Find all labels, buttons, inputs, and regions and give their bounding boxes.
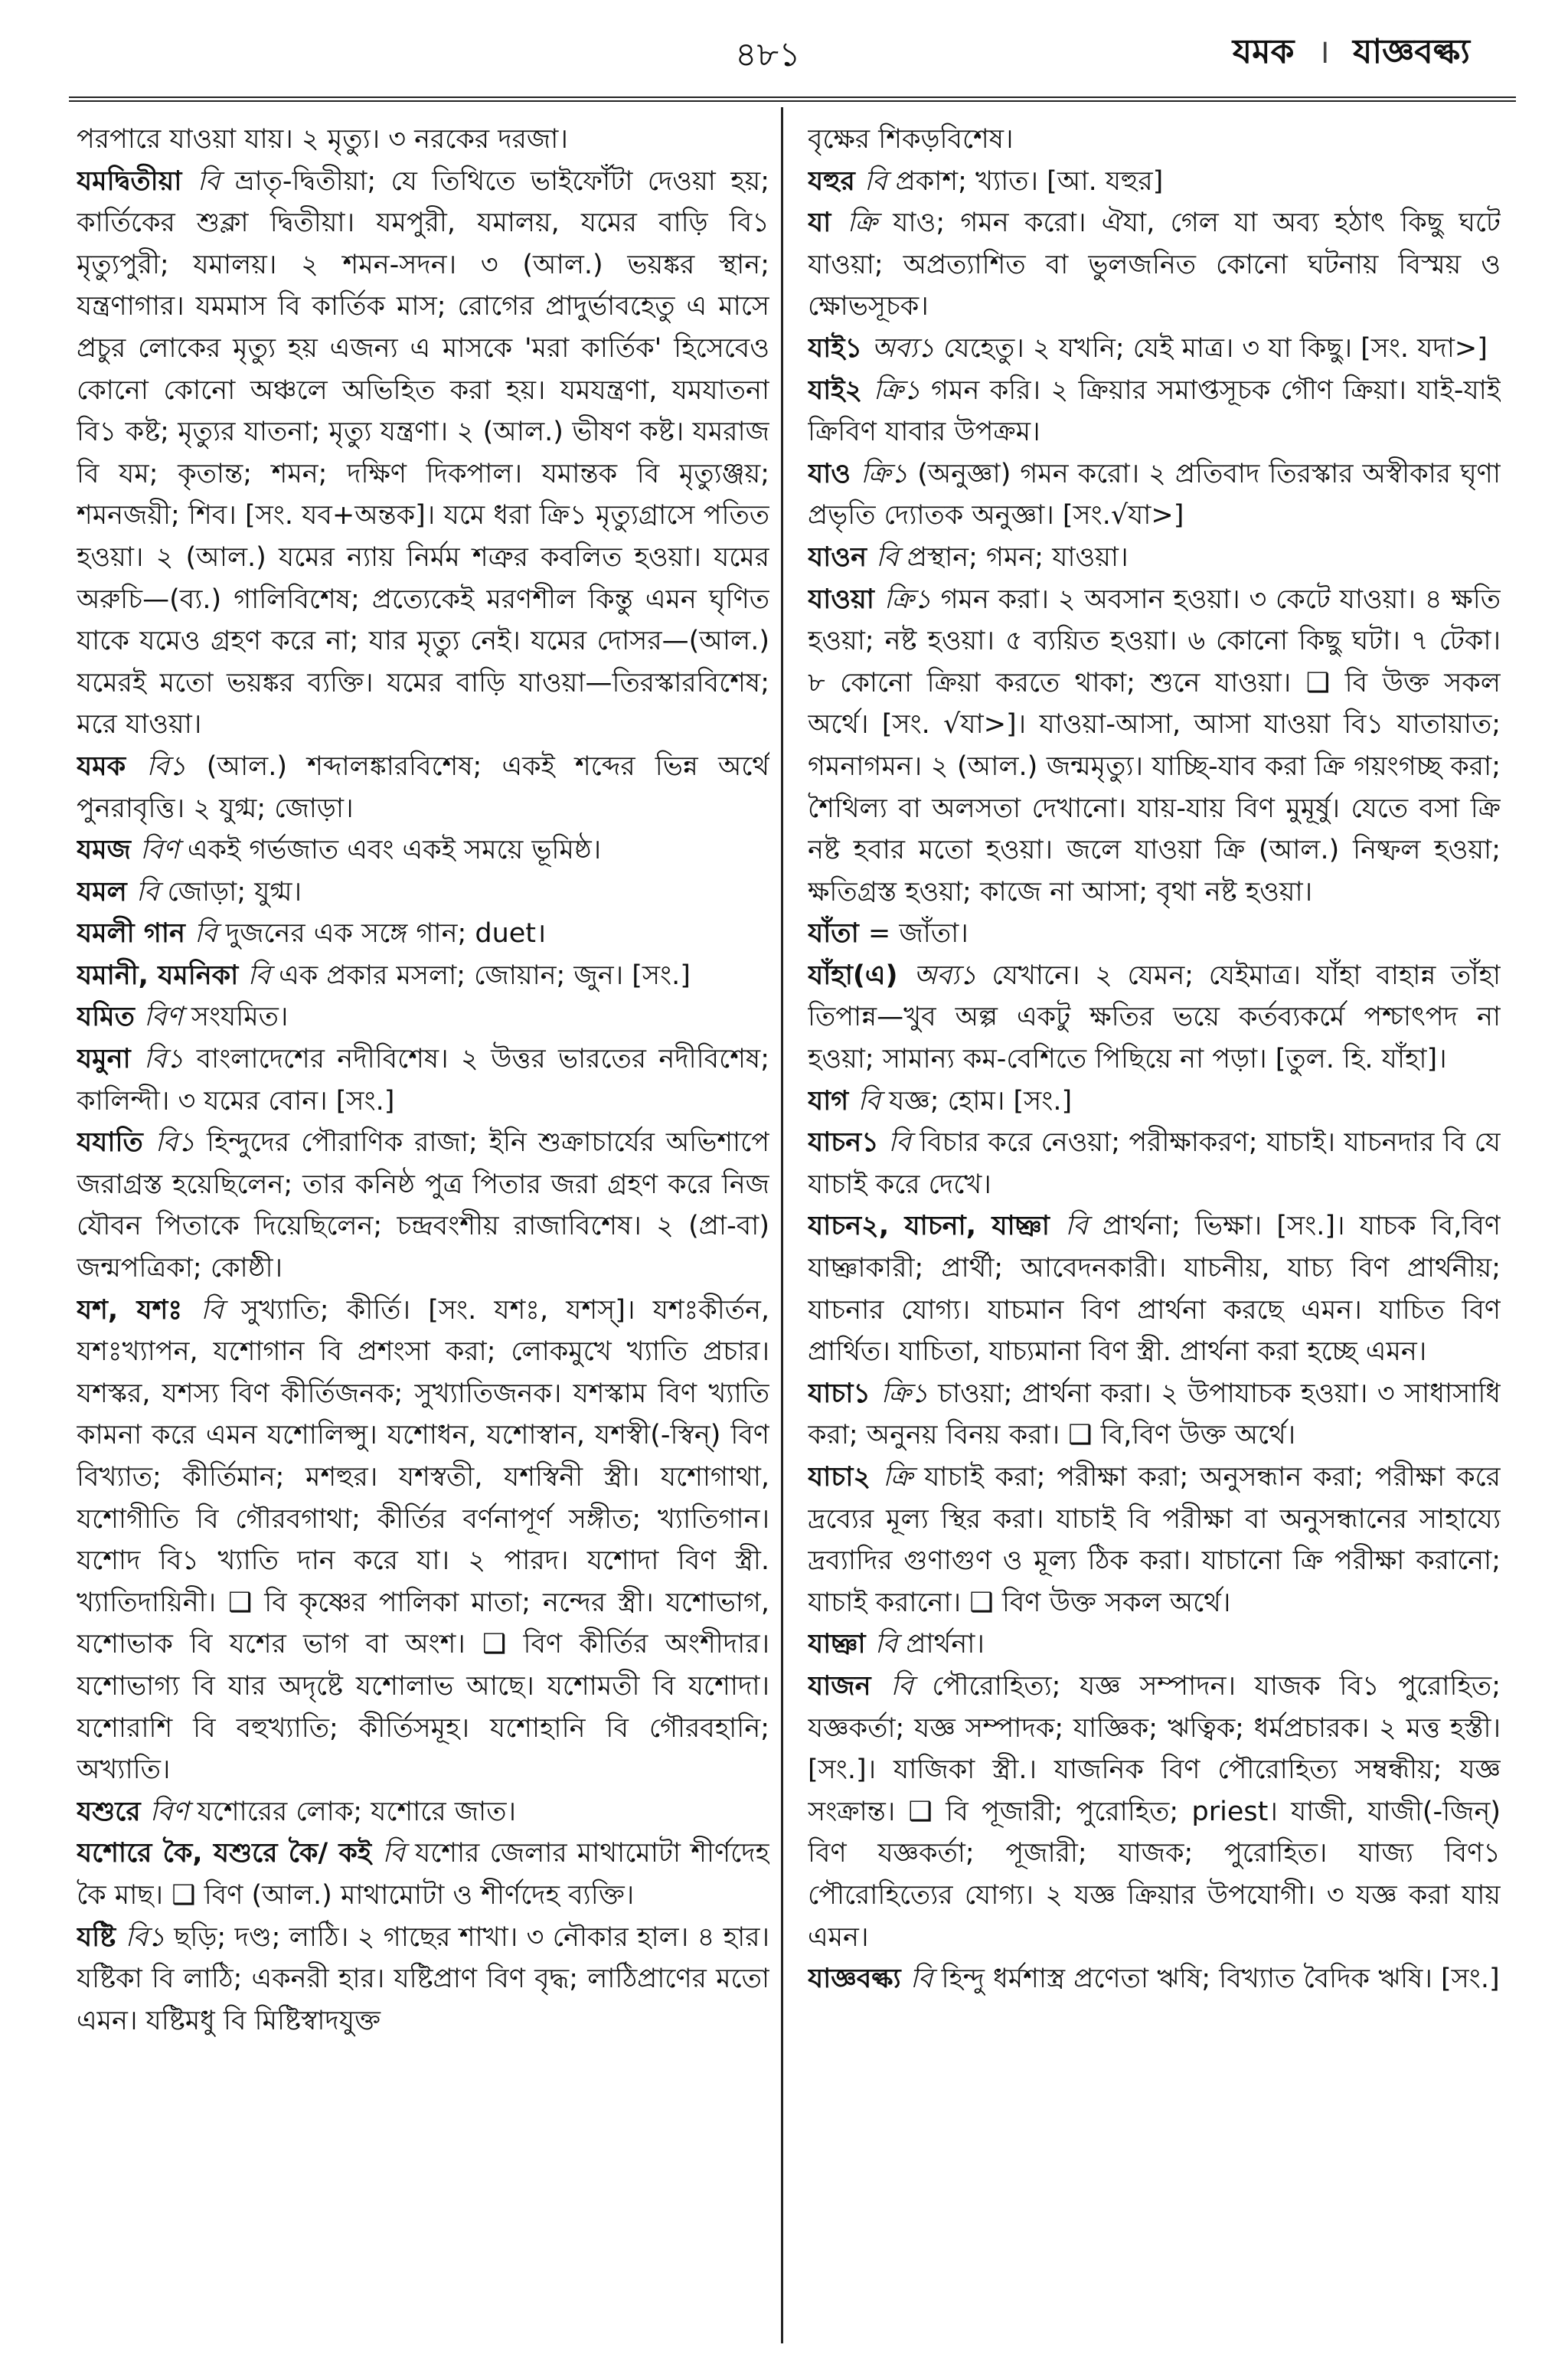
- entry-grammar: বিণ: [149, 1796, 189, 1827]
- dictionary-entry: [77, 913, 769, 955]
- entry-headword: যমদ্বিতীয়া: [77, 165, 182, 197]
- dictionary-entry: [77, 871, 769, 914]
- entry-headword: যাচা১: [808, 1378, 871, 1409]
- entry-grammar: ক্রি: [883, 1462, 913, 1493]
- entry-headword: যহুর: [808, 165, 855, 197]
- entry-headword: যমজ: [77, 835, 131, 866]
- dictionary-entry: [808, 913, 1501, 955]
- entry-grammar: ক্রি১: [873, 374, 921, 406]
- entry-definition: যেহেতু। ২ যখনি; যেই মাত্র। ৩ যা কিছু। [সং. যদা>]: [943, 332, 1488, 364]
- entry-headword: যশ, যশঃ: [77, 1294, 182, 1326]
- dictionary-entry: [77, 161, 769, 746]
- entry-definition: যেখানে। ২ যেমন; যেইমাত্র। যাঁহা বাহান্ন তাঁহা তিপান্ন—খুব অল্প একটু ক্ষতির ভয়ে কর্তব্যকর্মে পশ্চাৎপদ না হওয়া; সামান্য কম-বেশিতে পিছিয়ে না পড়া। [তুল. হি. যাঁহা]।: [808, 960, 1501, 1075]
- entry-headword: যাচ্ঞা: [808, 1629, 866, 1660]
- entry-headword: যাঁতা: [808, 918, 859, 950]
- entry-headword: যমানী, যমনিকা: [77, 960, 239, 991]
- dictionary-entry: [77, 746, 769, 829]
- entry-definition: হিন্দুদের পৌরাণিক রাজা; ইনি শুক্রাচার্যের অভিশাপে জরাগ্রস্ত হয়েছিলেন; তার কনিষ্ঠ পুত্র পিতার জরা গ্রহণ করে নিজ যৌবন পিতাকে দিয়েছিলেন; চন্দ্রবংশীয় রাজাবিশেষ। ২ (প্রা-বা) জন্মপত্রিকা; কোষ্ঠী।: [77, 1127, 769, 1284]
- entry-definition: প্রকাশ; খ্যাত। [আ. যহুর]: [895, 165, 1164, 197]
- entry-grammar: ক্রি১: [861, 458, 909, 489]
- entry-headword: যমিত: [77, 1002, 135, 1033]
- entry-grammar: বি১: [155, 1127, 196, 1159]
- entry-definition: যশোরের লোক; যশোরে জাত।: [197, 1796, 516, 1827]
- dictionary-entry: [77, 119, 769, 161]
- entry-headword: যাজ্ঞবল্ক্য: [808, 1964, 901, 1995]
- entry-headword: যষ্টি: [77, 1921, 116, 1953]
- entry-headword: যা: [808, 208, 831, 239]
- dictionary-entry: [808, 1666, 1501, 1958]
- entry-definition: যশোর জেলার মাথামোটা শীর্ণদেহ কৈ মাছ। ❑ বিণ (আল.) মাথামোটা ও শীর্ণদেহ ব্যক্তি।: [77, 1838, 769, 1911]
- entry-definition: এক প্রকার মসলা; জোয়ান; জুন। [সং.]: [279, 960, 691, 991]
- dictionary-entry: [808, 1205, 1501, 1372]
- entry-grammar: ক্রি১: [884, 584, 932, 615]
- entry-definition: প্রস্থান; গমন; যাওয়া।: [906, 541, 1129, 573]
- entry-headword: যাগ: [808, 1085, 849, 1117]
- entry-definition: ভ্রাতৃ-দ্বিতীয়া; যে তিথিতে ভাইফোঁটা দেওয়া হয়; কার্তিকের শুক্লা দ্বিতীয়া। যমপুরী, যমালয়, যমের বাড়ি বি১ মৃত্যুপুরী; যমালয়। ২ শমন-সদন। ৩ (আল.) ভয়ঙ্কর স্থান; যন্ত্রণাগার। যমমাস বি কার্তিক মাস; রোগের প্রাদুর্ভাবহেতু এ মাসে প্রচুর লোকের মৃত্যু হয় এজন্য এ মাসকে 'মরা কার্তিক' হিসেবেও কোনো কোনো অঞ্চলে অভিহিত করা হয়। যমযন্ত্রণা, যমযাতনা বি১ কষ্ট; মৃত্যুর যাতনা; মৃত্যু যন্ত্রণা। ২ (আল.) ভীষণ কষ্ট। যমরাজ বি যম; কৃতান্ত; শমন; দক্ষিণ দিকপাল। যমান্তক বি মৃত্যুঞ্জয়; শমনজয়ী; শিব। [সং. যব+অন্তক]। যমে ধরা ক্রি১ মৃত্যুগ্রাসে পতিত হওয়া। ২ (আল.) যমের ন্যায় নির্মম শত্রুর কবলিত হওয়া। যমের অরুচি—(ব্য.) গালিবিশেষ; প্রত্যেকেই মরণশীল কিন্তু এমন ঘৃণিত যাকে যমেও গ্রহণ করে না; যার মৃত্যু নেই। যমের দোসর—(আল.) যমেরই মতো ভয়ঙ্কর ব্যক্তি। যমের বাড়ি যাওয়া—তিরস্কারবিশেষ; মরে যাওয়া।: [77, 165, 769, 741]
- entry-definition: ছড়ি; দণ্ড; লাঠি। ২ গাছের শাখা। ৩ নৌকার হাল। ৪ হার। যষ্টিকা বি লাঠি; একনরী হার। যষ্টিপ্রাণ বিণ বৃদ্ধ; লাঠিপ্রাণের মতো এমন। যষ্টিমধু বি মিষ্টিস্বাদযুক্ত: [77, 1921, 769, 2036]
- entry-grammar: বিণ: [140, 835, 179, 866]
- guide-word-first: যমক: [1232, 32, 1295, 71]
- entry-definition: বাংলাদেশের নদীবিশেষ। ২ উত্তর ভারতের নদীবিশেষ; কালিন্দী। ৩ যমের বোন। [সং.]: [77, 1044, 769, 1117]
- entry-grammar: বি: [888, 1127, 911, 1159]
- entry-definition: গমন করা। ২ অবসান হওয়া। ৩ কেটে যাওয়া। ৪ ক্ষতি হওয়া; নষ্ট হওয়া। ৫ ব্যয়িত হওয়া। ৬ কোনো কিছু ঘটা। ৭ টেকা। ৮ কোনো ক্রিয়া করতে থাকা; শুনে যাওয়া। ❑ বি উক্ত সকল অর্থে। [সং. √যা>]। যাওয়া-আসা, আসা যাওয়া বি১ যাতায়াত; গমনাগমন। ২ (আল.) জন্মমৃত্যু। যাচ্ছি-যাব করা ক্রি গয়ংগচ্ছ করা; শৈথিল্য বা অলসতা দেখানো। যায়-যায় বিণ মুমূর্ষু। যেতে বসা ক্রি নষ্ট হবার মতো হওয়া। জলে যাওয়া ক্রি (আল.) নিষ্ফল হওয়া; ক্ষতিগ্রস্ত হওয়া; কাজে না আসা; বৃথা নষ্ট হওয়া।: [808, 584, 1501, 907]
- dictionary-entry: [77, 996, 769, 1038]
- dictionary-entry: [77, 829, 769, 871]
- dictionary-entry: [808, 1122, 1501, 1205]
- entry-grammar: ক্রি: [847, 208, 877, 239]
- entry-definition: যাও; গমন করো। ঐযা, গেল যা অব্য হঠাৎ কিছু ঘটে যাওয়া; অপ্রত্যাশিত বা ভুলজনিত কোনো ঘটনায় বিস্ময় ও ক্ষোভসূচক।: [808, 208, 1501, 322]
- entry-headword: যযাতি: [77, 1127, 143, 1159]
- dictionary-entry: [808, 1958, 1501, 2000]
- entry-grammar: বি১: [146, 750, 187, 782]
- dictionary-entry: [808, 537, 1501, 579]
- entry-grammar: বি১: [125, 1921, 165, 1953]
- entry-grammar: বি: [1065, 1211, 1088, 1242]
- entry-definition: যাচাই করা; পরীক্ষা করা; অনুসন্ধান করা; পরীক্ষা করে দ্রব্যের মূল্য স্থির করা। যাচাই বি পরীক্ষা বা অনুসন্ধানের সাহায্যে দ্রব্যাদির গুণাগুণ ও মূল্য ঠিক করা। যাচানো ক্রি পরীক্ষা করানো; যাচাই করানো। ❑ বিণ উক্ত সকল অর্থে।: [808, 1462, 1501, 1618]
- entry-headword: যমুনা: [77, 1044, 131, 1075]
- column-divider: [781, 107, 783, 2343]
- entry-grammar: বি: [382, 1838, 405, 1869]
- entry-grammar: বি: [864, 165, 887, 197]
- dictionary-entry: [77, 1290, 769, 1791]
- dictionary-entry: [77, 1791, 769, 1833]
- entry-headword: যাজন: [808, 1670, 871, 1702]
- entry-headword: যশুরে: [77, 1796, 141, 1827]
- entry-grammar: বি: [197, 165, 220, 197]
- entry-grammar: বিণ: [144, 1002, 183, 1033]
- entry-definition: = জাঁতা।: [867, 918, 969, 950]
- guide-separator: ।: [1317, 32, 1331, 71]
- dictionary-entry: [808, 453, 1501, 537]
- dictionary-entry: [77, 955, 769, 997]
- entry-definition: সংযমিত।: [191, 1002, 289, 1033]
- entry-grammar: বি: [890, 1670, 913, 1702]
- entry-headword: যাচা২: [808, 1462, 871, 1493]
- entry-definition: বিচার করে নেওয়া; পরীক্ষাকরণ; যাচাই। যাচনদার বি যে যাচাই করে দেখে।: [808, 1127, 1501, 1200]
- page-header: [69, 23, 1516, 92]
- dictionary-entry: [808, 370, 1501, 453]
- dictionary-entry: [808, 119, 1501, 161]
- entry-headword: যাই২: [808, 374, 863, 406]
- entry-definition: পৌরোহিত্য; যজ্ঞ সম্পাদন। যাজক বি১ পুরোহিত; যজ্ঞকর্তা; যজ্ঞ সম্পাদক; যাজ্ঞিক; ঋত্বিক; ধর্মপ্রচারক। ২ মত্ত হস্তী। [সং.]। যাজিকা স্ত্রী.। যাজনিক বিণ পৌরোহিত্য সম্বন্ধীয়; যজ্ঞ সংক্রান্ত। ❑ বি পূজারী; পুরোহিত; priest। যাজী, যাজী(-জিন্) বিণ যজ্ঞকর্তা; পূজারী; যাজক; পুরোহিত। যাজ্য বিণ১ পৌরোহিত্যের যোগ্য। ২ যজ্ঞ ক্রিয়ার উপযোগী। ৩ যজ্ঞ করা যায় এমন।: [808, 1670, 1501, 1953]
- entry-headword: যাচন১: [808, 1127, 879, 1159]
- entry-headword: যাও: [808, 458, 851, 489]
- guide-word-last: যাজ্ঞবল্ক্য: [1353, 32, 1470, 71]
- entry-definition: জোড়া; যুগ্ম।: [167, 876, 302, 907]
- entry-definition: একই গর্ভজাত এবং একই সময়ে ভূমিষ্ঠ।: [187, 835, 602, 866]
- entry-definition: পরপারে যাওয়া যায়। ২ মৃত্যু। ৩ নরকের দরজা।: [77, 124, 568, 155]
- dictionary-entry: [808, 1457, 1501, 1624]
- entry-definition: চাওয়া; প্রার্থনা করা। ২ উপাযাচক হওয়া। ৩ সাধাসাধি করা; অনুনয় বিনয় করা। ❑ বি,বিণ উক্ত অর্থে।: [808, 1378, 1501, 1451]
- entry-headword: যাঁহা(এ): [808, 960, 898, 991]
- entry-headword: যাওন: [808, 541, 867, 573]
- entry-grammar: বি: [858, 1085, 880, 1117]
- page-number: ৪৮১: [735, 35, 801, 74]
- entry-definition: বৃক্ষের শিকড়বিশেষ।: [808, 124, 1014, 155]
- entry-headword: যশোরে কৈ, যশুরে কৈ/ কই: [77, 1838, 372, 1869]
- entry-headword: যমক: [77, 750, 126, 782]
- entry-definition: দুজনের এক সঙ্গে গান; duet।: [225, 918, 547, 950]
- guide-words: [1233, 26, 1470, 82]
- entry-definition: (আল.) শব্দালঙ্কারবিশেষ; একই শব্দের ভিন্ন অর্থে পুনরাবৃত্তি। ২ যুগ্ম; জোড়া।: [77, 750, 769, 824]
- entry-grammar: অব্য১: [871, 332, 936, 364]
- entry-grammar: বি: [247, 960, 270, 991]
- dictionary-entry: [808, 579, 1501, 914]
- entry-grammar: বি: [910, 1964, 933, 1995]
- dictionary-entry: [808, 328, 1501, 370]
- entry-grammar: অব্য১: [913, 960, 977, 991]
- dictionary-entry: [808, 202, 1501, 328]
- entry-grammar: বি: [201, 1294, 224, 1326]
- left-column: [77, 119, 769, 2343]
- entry-headword: যাই১: [808, 332, 863, 364]
- dictionary-entry: [808, 1373, 1501, 1457]
- entry-definition: সুখ্যাতি; কীর্তি। [সং. যশঃ, যশস্]। যশঃকীর্তন, যশঃখ্যাপন, যশোগান বি প্রশংসা করা; লোকমুখে খ্যাতি প্রচার। যশস্কর, যশস্য বিণ কীর্তিজনক; সুখ্যাতিজনক। যশস্কাম বিণ খ্যাতি কামনা করে এমন যশোলিপ্সু। যশোধন, যশোস্বান, যশস্বী(-স্বিন্) বিণ বিখ্যাত; কীর্তিমান; মশহুর। যশস্বতী, যশস্বিনী স্ত্রী। যশোগাথা, যশোগীতি বি গৌরবগাথা; কীর্তির বর্ণনাপূর্ণ সঙ্গীত; খ্যাতিগান। যশোদ বি১ খ্যাতি দান করে যা। ২ পারদ। যশোদা বিণ স্ত্রী. খ্যাতিদায়িনী। ❑ বি কৃষ্ণের পালিকা মাতা; নন্দের স্ত্রী। যশোভাগ, যশোভাক বি যশের ভাগ বা অংশ। ❑ বিণ কীর্তির অংশীদার। যশোভাগ্য বি যার অদৃষ্টে যশোলাভ আছে। যশোমতী বি যশোদা। যশোরাশি বি বহুখ্যাতি; কীর্তিসমূহ। যশোহানি বি গৌরবহানি; অখ্যাতি।: [77, 1294, 769, 1786]
- dictionary-entry: [77, 1038, 769, 1122]
- entry-headword: যমল: [77, 876, 127, 907]
- right-column: [808, 119, 1501, 2343]
- entry-definition: হিন্দু ধর্মশাস্ত্র প্রণেতা ঋষি; বিখ্যাত বৈদিক ঋষি। [সং.]: [941, 1964, 1500, 1995]
- entry-grammar: ক্রি১: [880, 1378, 929, 1409]
- entry-grammar: বি: [874, 1629, 898, 1660]
- entry-headword: যাওয়া: [808, 584, 874, 615]
- dictionary-entry: [808, 161, 1501, 203]
- entry-headword: যমলী গান: [77, 918, 185, 950]
- entry-grammar: বি: [194, 918, 217, 950]
- entry-definition: প্রার্থনা।: [906, 1629, 985, 1660]
- entry-headword: যাচন২, যাচনা, যাচ্ঞা: [808, 1211, 1050, 1242]
- entry-grammar: বি: [136, 876, 159, 907]
- dictionary-entry: [77, 1917, 769, 2042]
- entry-definition: গমন করি। ২ ক্রিয়ার সমাপ্তসূচক গৌণ ক্রিয়া। যাই-যাই ক্রিবিণ যাবার উপক্রম।: [808, 374, 1501, 448]
- dictionary-entry: [808, 1624, 1501, 1666]
- entry-definition: যজ্ঞ; হোম। [সং.]: [889, 1085, 1073, 1117]
- entry-definition: (অনুজ্ঞা) গমন করো। ২ প্রতিবাদ তিরস্কার অস্বীকার ঘৃণা প্রভৃতি দ্যোতক অনুজ্ঞা। [সং.√যা>]: [808, 458, 1501, 531]
- entry-grammar: বি১: [144, 1044, 185, 1075]
- entry-grammar: বি: [876, 541, 899, 573]
- entry-definition: প্রার্থনা; ভিক্ষা। [সং.]। যাচক বি,বিণ যাচ্ঞাকারী; প্রার্থী; আবেদনকারী। যাচনীয়, যাচ্য বিণ প্রার্থনীয়; যাচনার যোগ্য। যাচমান বিণ প্রার্থনা করছে এমন। যাচিত বিণ প্রার্থিত। যাচিতা, যাচ্যমানা বিণ স্ত্রী. প্রার্থনা করা হচ্ছে এমন।: [808, 1211, 1501, 1368]
- header-rule: [69, 96, 1516, 102]
- dictionary-entry: [77, 1122, 769, 1289]
- dictionary-entry: [808, 1081, 1501, 1123]
- dictionary-entry: [808, 955, 1501, 1081]
- dictionary-entry: [77, 1833, 769, 1916]
